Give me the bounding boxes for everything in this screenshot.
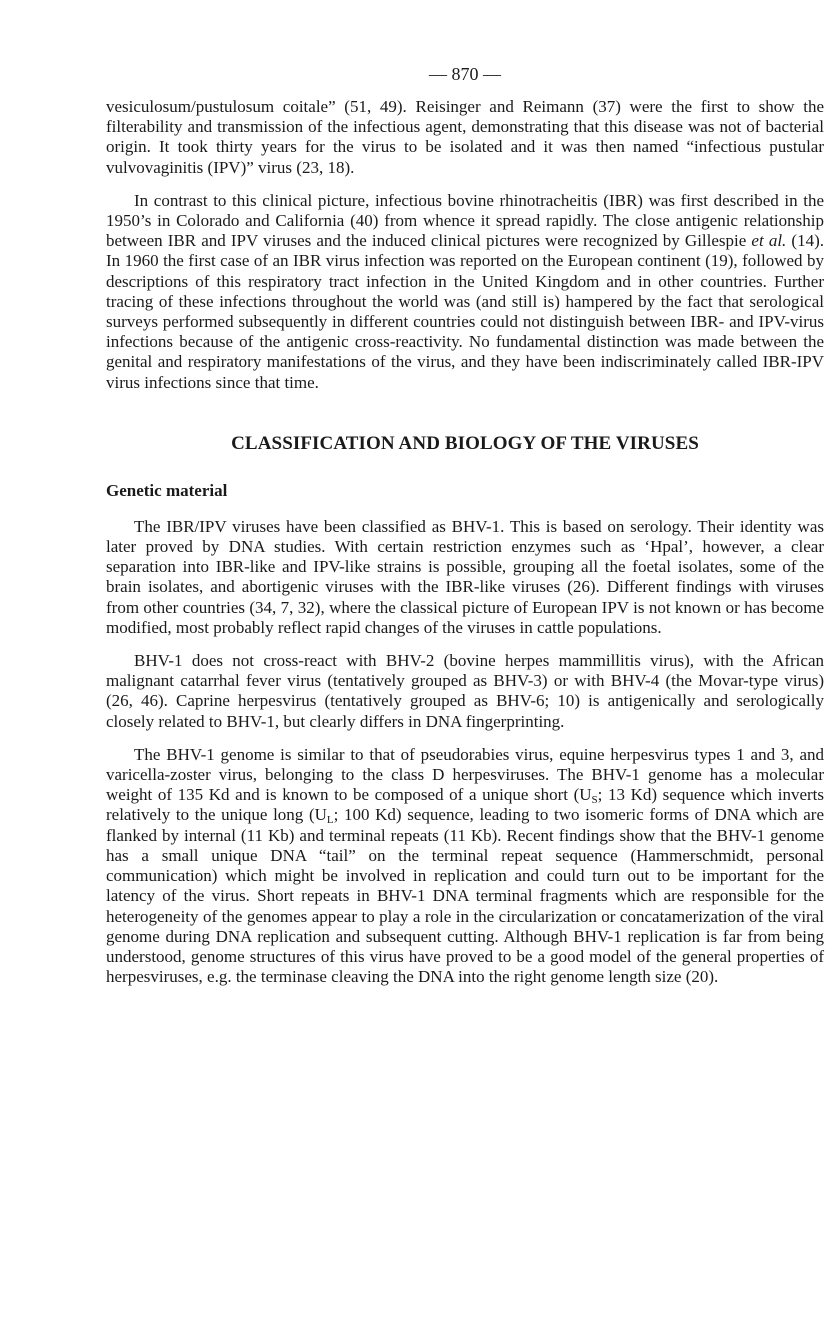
subsection-title: Genetic material xyxy=(106,480,228,500)
subscript-s: S xyxy=(591,794,598,807)
intro-paragraph-1 xyxy=(106,97,824,178)
genetic-paragraph-3-text-c: ; 100 Kd) sequence, leading to two isomeric forms of DNA which are flanked by internal (11 Kb) and terminal repeats (11 Kb). Recent findings show that the BHV-1 genome has a small unique DNA “tail” on the terminal repeat sequence (Hammerschmidt, personal communication) which might be involved in replication and could turn out to be important for the latency of the virus. Short repeats in BHV-1 DNA terminal fragments which are responsible for the heterogeneity of the genomes appear to play a role in the circularization or concatamerization of the viral genome during DNA replication and subsequent cutting. Although BHV-1 replication is far from being understood, genome structures of this virus have proved to be a good model of the general properties of herpesviruses, e.g. the terminase cleaving the DNA into the right genome length size (20). xyxy=(106,805,824,987)
genetic-paragraph-3-text-b: ; 13 Kd) sequence which inverts relatively to the unique long (U xyxy=(106,785,824,825)
document-page xyxy=(106,64,824,987)
intro-paragraph-1-text: vesiculosum/pustulosum coitale” (51, 49). Reisinger and Reimann (37) were the first to show the filterability and transmission of the infectious agent, demonstrating that this disease was not of bacterial origin. It took thirty years for the virus to be isolated and it was then named “infectious pustular vulvovaginitis (IPV)” virus (23, 18). xyxy=(106,97,824,177)
page-number: — 870 — xyxy=(429,64,501,84)
genetic-paragraph-1 xyxy=(106,517,824,638)
genetic-paragraph-2 xyxy=(106,651,824,732)
intro-paragraph-2-text-b: (14). In 1960 the first case of an IBR virus infection was reported on the European continent (19), followed by descriptions of this respiratory tract infection in the United Kingdom and in other countries. Further tracing of these infections throughout the world was (and still is) hampered by the fact that serological surveys performed subsequently in different countries could not distinguish between IBR- and IPV-virus infections because of the antigenic cross-reactivity. No fundamental distinction was made between the genital and respiratory manifestations of the virus, and they have been indiscriminately called IBR-IPV virus infections since that time. xyxy=(106,231,824,392)
genetic-paragraph-2-text: BHV-1 does not cross-react with BHV-2 (bovine herpes mammillitis virus), with the African malignant catarrhal fever virus (tentatively grouped as BHV-3) or with BHV-4 (the Movar-type virus) (26, 46). Caprine herpesvirus (tentatively grouped as BHV-6; 10) is antigenically and serologically closely related to BHV-1, but clearly differs in DNA fingerprinting. xyxy=(106,651,824,731)
section-title: CLASSIFICATION AND BIOLOGY OF THE VIRUSES xyxy=(231,432,699,454)
genetic-paragraph-3 xyxy=(106,745,824,987)
genetic-paragraph-1-text: The IBR/IPV viruses have been classified as BHV-1. This is based on serology. Their identity was later proved by DNA studies. With certain restriction enzymes such as ‘Hpal’, however, a clear separation into IBR-like and IPV-like strains is possible, grouping all the foetal isolates, some of the brain isolates, and abortigenic viruses with the IBR-like viruses (26). Different findings with viruses from other countries (34, 7, 32), where the classical picture of European IPV is not known or has become modified, most probably reflect rapid changes of the viruses in cattle populations. xyxy=(106,516,824,637)
subscript-l: L xyxy=(326,814,334,827)
intro-paragraph-2 xyxy=(106,191,824,393)
genetic-paragraph-3-text-a: The BHV-1 genome is similar to that of pseudorabies virus, equine herpesvirus types 1 and 3, and varicella-zoster virus, belonging to the class D herpesviruses. The BHV-1 genome has a molecular weight of 135 Kd and is known to be composed of a unique short (U xyxy=(106,744,824,805)
citation-et-al: et al. xyxy=(751,231,787,251)
intro-paragraph-2-text-a: In contrast to this clinical picture, infectious bovine rhinotracheitis (IBR) was first described in the 1950’s in Colorado and California (40) from whence it spread rapidly. The close antigenic relationship between IBR and IPV viruses and the induced clinical pictures were recognized by Gillespie xyxy=(106,190,824,251)
